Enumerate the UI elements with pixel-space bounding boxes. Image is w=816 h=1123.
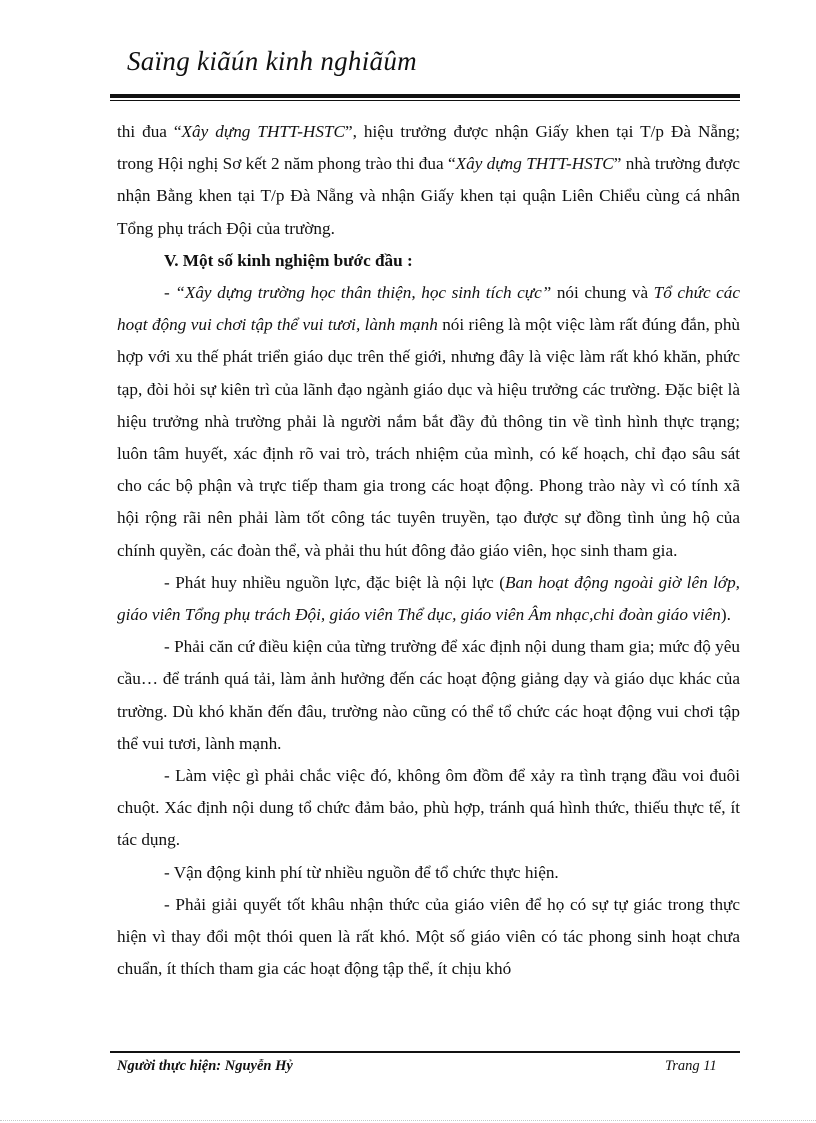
- section-heading: V. Một số kinh nghiệm bước đầu :: [164, 250, 413, 270]
- footer-page-number: Trang 11: [665, 1058, 717, 1074]
- document-body: [117, 116, 740, 985]
- header-rule-thin: [110, 100, 740, 101]
- paragraph: - Làm việc gì phải chắc việc đó, không ôm đồm để xảy ra tình trạng đầu voi đuôi chuột. Xác định nội dung tổ chức đảm bảo, phù hợp, tránh quá hình thức, thiếu thực tế, ít tác dụng.: [117, 766, 740, 850]
- paragraph: - Vận động kinh phí từ nhiều nguồn để tổ chức thực hiện.: [164, 862, 559, 882]
- footer-author: Người thực hiện: Nguyễn Hỷ: [117, 1058, 293, 1074]
- text-run: -: [164, 283, 176, 303]
- italic-run: “Xây dựng trường học thân thiện, học sinh tích cực”: [175, 283, 552, 303]
- page-header-title: Saïng kiãún kinh nghiãûm: [127, 46, 417, 76]
- paragraph: [117, 116, 740, 245]
- page-bottom-divider: [0, 1120, 816, 1121]
- paragraph: [117, 567, 740, 631]
- italic-run: Tổ chức các hoạt động vui chơi tập thể vui tươi, lành mạnh: [117, 283, 740, 335]
- text-run: nói chung và: [551, 283, 654, 303]
- text-run: ”, hiệu trưởng được nhận Giấy khen tại T/p Đà Nẵng; trong Hội nghị Sơ kết 2 năm phong trào thi đua “: [117, 122, 740, 174]
- paragraph: - Phải căn cứ điều kiện của từng trường để xác định nội dung tham gia; mức độ yêu cầu… để tránh quá tải, làm ảnh hưởng đến các hoạt động giảng dạy và giáo dục khác của trường. Dù khó khăn đến đâu, trường nào cũng có thể tổ chức các hoạt động vui chơi tập thể vui tươi, lành mạnh.: [117, 637, 740, 753]
- text-run: ” nhà trường được nhận Bằng khen tại T/p Đà Nẵng và nhận Giấy khen tại quận Liên Chiểu cùng cá nhân Tổng phụ trách Đội của trường.: [117, 154, 740, 238]
- text-run: thi đua “: [117, 122, 182, 141]
- paragraph: [117, 277, 740, 567]
- text-run: ).: [720, 605, 731, 625]
- text-run: - Phát huy nhiều nguồn lực, đặc biệt là nội lực (: [164, 572, 505, 592]
- text-run: nói riêng là một việc làm rất đúng đắn, phù hợp với xu thế phát triển giáo dục trên thế giới, nhưng đây là việc làm rất khó khăn, phức tạp, đòi hỏi sự kiên trì của lãnh đạo ngành giáo dục và hiệu trưởng các trường. Đặc biệt là hiệu trưởng nhà trường phải là người nắm bắt đầy đủ thông tin về tình hình thực trạng; luôn tâm huyết, xác định rõ vai trò, trách nhiệm của mình, có kế hoạch, chỉ đạo sâu sát cho các bộ phận và trực tiếp tham gia trong các hoạt động. Phong trào này vì có tính xã hội rộng rãi nên phải làm tốt công tác tuyên truyền, tạo được sự đồng tình ủng hộ của chính quyền, các đoàn thể, và phải thu hút đông đảo giáo viên, học sinh tham gia.: [117, 315, 741, 560]
- italic-run: Xây dựng THTT-HSTC: [455, 154, 614, 174]
- header-rule-thick: [110, 94, 740, 98]
- footer-rule: [110, 1051, 740, 1053]
- italic-run: Xây dựng THTT-HSTC: [181, 122, 345, 141]
- paragraph: - Phải giải quyết tốt khâu nhận thức của giáo viên để họ có sự tự giác trong thực hiện vì thay đổi một thói quen là rất khó. Một số giáo viên có tác phong sinh hoạt chưa chuẩn, ít thích tham gia các hoạt động tập thể, ít chịu khó: [117, 894, 740, 979]
- italic-run: Ban hoạt động ngoài giờ lên lớp, giáo viên Tổng phụ trách Đội, giáo viên Thể dục, giáo viên Âm nhạc,chi đoàn giáo viên: [117, 572, 740, 625]
